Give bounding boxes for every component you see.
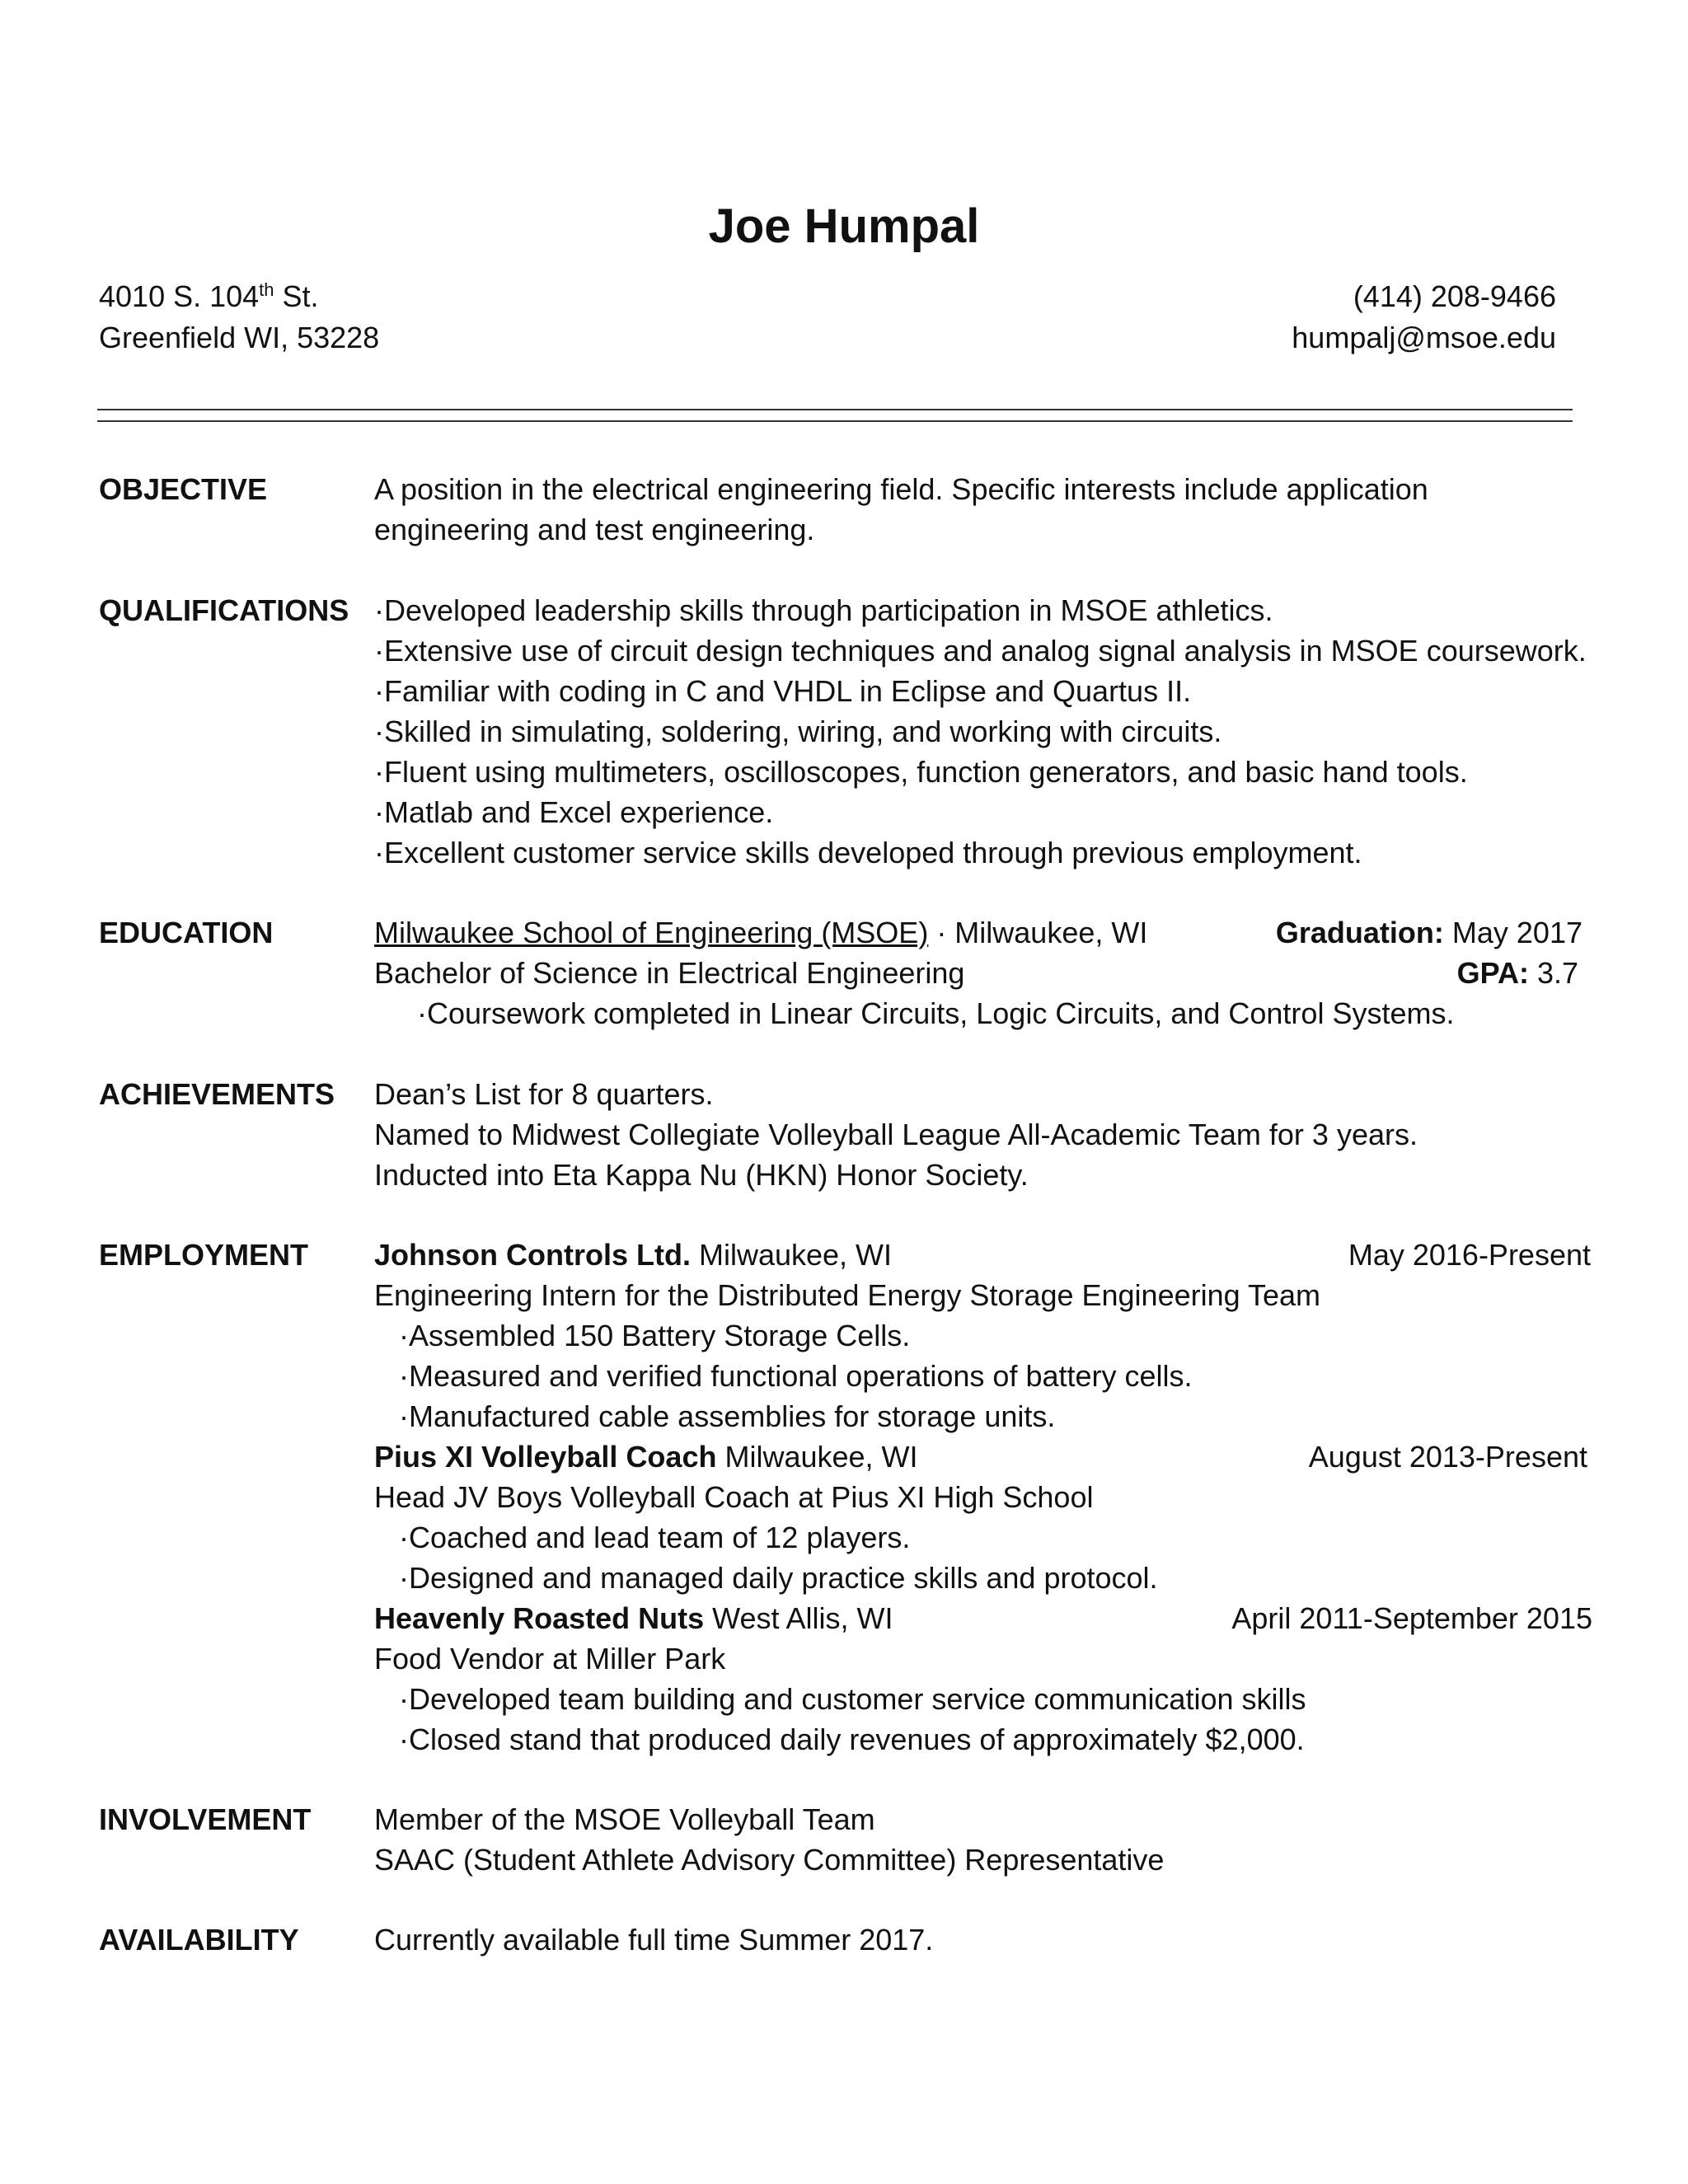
phone-number: (414) 208-9466 <box>1353 279 1556 313</box>
employment-label: EMPLOYMENT <box>99 1238 309 1272</box>
employer-location: Milwaukee, WI <box>716 1440 918 1474</box>
objective-line: engineering and test engineering. <box>374 513 815 546</box>
gpa-value: 3.7 <box>1528 956 1578 990</box>
education-label: EDUCATION <box>99 916 274 949</box>
address-street-suffix: St. <box>274 279 319 313</box>
availability-item: Currently available full time Summer 2017. <box>374 1923 934 1957</box>
involvement-item: Member of the MSOE Volleyball Team <box>374 1802 875 1836</box>
involvement-item: SAAC (Student Athlete Advisory Committee) Representative <box>374 1843 1165 1877</box>
job-bullet: ·Coached and lead team of 12 players. <box>399 1521 911 1554</box>
job-header <box>374 1235 1591 1275</box>
job-bullet: ·Manufactured cable assemblies for storage units. <box>399 1399 1056 1433</box>
education-body <box>374 912 1591 1033</box>
job-bullet: ·Closed stand that produced daily revenues of approximately $2,000. <box>399 1722 1305 1756</box>
objective-label: OBJECTIVE <box>99 472 268 506</box>
job-bullet: ·Measured and verified functional operations of battery cells. <box>399 1359 1193 1393</box>
job-title: Food Vendor at Miller Park <box>374 1642 726 1675</box>
availability-label: AVAILABILITY <box>99 1923 299 1957</box>
qualification-item: ·Fluent using multimeters, oscilloscopes, function generators, and basic hand tools. <box>374 755 1468 789</box>
graduation-label: Graduation: <box>1275 916 1444 949</box>
address-street: 4010 S. 104 <box>99 279 260 313</box>
achievements-body <box>374 1074 1591 1195</box>
address-line-1 <box>99 276 379 317</box>
employer-name: Heavenly Roasted Nuts <box>374 1601 705 1635</box>
address-ordinal: th <box>259 279 274 300</box>
employer-name: Johnson Controls Ltd. <box>374 1238 691 1272</box>
qualifications-body <box>374 590 1591 873</box>
header-divider-top <box>97 409 1573 410</box>
job-dates: May 2016-Present <box>1348 1238 1591 1272</box>
qualification-item: ·Familiar with coding in C and VHDL in Eclipse and Quartus II. <box>374 674 1192 708</box>
degree-name: Bachelor of Science in Electrical Engineering <box>374 956 965 990</box>
achievements-label: ACHIEVEMENTS <box>99 1077 335 1111</box>
job-header <box>374 1598 1591 1638</box>
contact-block <box>1292 276 1556 359</box>
achievement-item: Named to Midwest Collegiate Volleyball League All-Academic Team for 3 years. <box>374 1118 1418 1151</box>
email-address: humpalj@msoe.edu <box>1292 321 1556 354</box>
employer-location: Milwaukee, WI <box>690 1238 893 1272</box>
address-block <box>99 276 379 359</box>
graduation-date <box>1276 912 1582 953</box>
qualifications-label: QUALIFICATIONS <box>99 593 349 627</box>
job-bullet: ·Designed and managed daily practice skills and protocol. <box>399 1561 1158 1595</box>
employer-location: West Allis, WI <box>704 1601 893 1635</box>
job-bullet: ·Developed team building and customer service communication skills <box>399 1682 1306 1716</box>
job-title: Engineering Intern for the Distributed Energy Storage Engineering Team <box>374 1278 1321 1312</box>
job-bullet: ·Assembled 150 Battery Storage Cells. <box>399 1319 911 1352</box>
school-location: · Milwaukee, WI <box>928 916 1148 949</box>
achievement-item: Inducted into Eta Kappa Nu (HKN) Honor Society. <box>374 1158 1029 1192</box>
header-divider-bottom <box>97 420 1573 422</box>
qualification-item: ·Developed leadership skills through participation in MSOE athletics. <box>374 593 1273 627</box>
involvement-label: INVOLVEMENT <box>99 1802 312 1836</box>
graduation-value: May 2017 <box>1443 916 1582 949</box>
availability-body <box>374 1919 1591 1960</box>
qualification-item: ·Extensive use of circuit design techniques and analog signal analysis in MSOE coursework. <box>374 634 1587 668</box>
job-title: Head JV Boys Volleyball Coach at Pius XI High School <box>374 1480 1094 1514</box>
coursework-line: ·Coursework completed in Linear Circuits, Logic Circuits, and Control Systems. <box>417 996 1455 1030</box>
objective-body <box>374 469 1591 550</box>
job-dates: August 2013-Present <box>1308 1440 1587 1474</box>
qualification-item: ·Excellent customer service skills developed through previous employment. <box>374 836 1362 869</box>
education-degree-line <box>374 953 1591 993</box>
gpa-label: GPA: <box>1456 956 1529 990</box>
address-line-2: Greenfield WI, 53228 <box>99 321 380 354</box>
employer-name: Pius XI Volleyball Coach <box>374 1440 717 1474</box>
applicant-name: Joe Humpal <box>708 199 980 253</box>
objective-line: A position in the electrical engineering field. Specific interests include application <box>374 472 1428 506</box>
qualification-item: ·Matlab and Excel experience. <box>374 795 774 829</box>
achievement-item: Dean’s List for 8 quarters. <box>374 1077 714 1111</box>
employment-body <box>374 1235 1591 1760</box>
qualification-item: ·Skilled in simulating, soldering, wiring, and working with circuits. <box>374 715 1222 748</box>
school-name: Milwaukee School of Engineering (MSOE) <box>374 916 929 949</box>
job-header <box>374 1436 1591 1477</box>
job-dates: April 2011-September 2015 <box>1231 1601 1592 1635</box>
education-school-line <box>374 912 1591 953</box>
involvement-body <box>374 1799 1591 1880</box>
gpa <box>1457 953 1578 993</box>
